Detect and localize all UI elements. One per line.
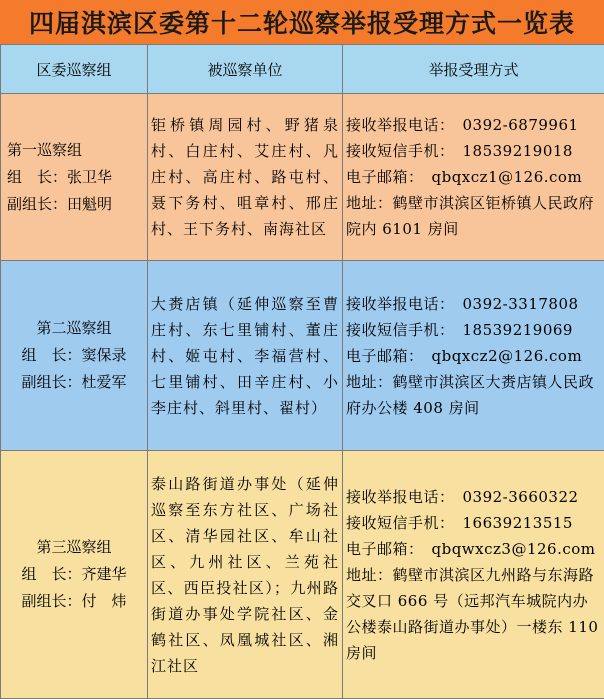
group-cell bbox=[1, 451, 148, 699]
contact-email: 电子邮箱： qbqwxcz3@126.com bbox=[346, 536, 601, 562]
contact-email: 电子邮箱： qbqxcz1@126.com bbox=[346, 164, 601, 190]
contact-address: 地址：鹤壁市淇滨区九州路与东海路交叉口 666 号（远邦汽车城院内办公楼泰山路街道办事处）一楼东 110 房间 bbox=[346, 562, 601, 666]
group-cell bbox=[1, 94, 148, 261]
inspection-table bbox=[0, 44, 604, 699]
table-header-row bbox=[1, 45, 604, 94]
group-deputy: 副组长：田魁明 bbox=[7, 191, 147, 218]
contact-sms: 接收短信手机： 16639213515 bbox=[346, 510, 601, 536]
header-group: 区委巡察组 bbox=[1, 45, 148, 94]
contact-cell bbox=[343, 261, 604, 451]
group-deputy: 副组长：付 炜 bbox=[1, 588, 147, 615]
contact-address: 地址：鹤壁市淇滨区钜桥镇人民政府院内 6101 房间 bbox=[346, 190, 601, 242]
header-contact: 举报受理方式 bbox=[343, 45, 604, 94]
group-deputy: 副组长：杜爱军 bbox=[1, 369, 147, 396]
units-cell: 钜桥镇周园村、野猪泉村、白庄村、艾庄村、凡庄村、高庄村、路屯村、聂下务村、咀章村、邢庄村、王下务村、南海社区 bbox=[148, 94, 343, 261]
group-cell bbox=[1, 261, 148, 451]
contact-cell bbox=[343, 451, 604, 699]
header-units: 被巡察单位 bbox=[148, 45, 343, 94]
units-cell: 大赉店镇（延伸巡察至曹庄村、东七里铺村、董庄村、姬屯村、李福营村、七里铺村、田辛庄村、小李庄村、斜里村、翟村） bbox=[148, 261, 343, 451]
contact-sms: 接收短信手机： 18539219069 bbox=[346, 317, 601, 343]
group-name: 第一巡察组 bbox=[7, 137, 147, 164]
contact-phone: 接收举报电话： 0392-3317808 bbox=[346, 291, 601, 317]
group-name: 第三巡察组 bbox=[1, 534, 147, 561]
page-title: 四届淇滨区委第十二轮巡察举报受理方式一览表 bbox=[0, 0, 604, 44]
contact-cell bbox=[343, 94, 604, 261]
group-name: 第二巡察组 bbox=[1, 315, 147, 342]
table-row bbox=[1, 261, 604, 451]
contact-phone: 接收举报电话： 0392-6879961 bbox=[346, 112, 601, 138]
contact-address: 地址：鹤壁市淇滨区大赉店镇人民政府办公楼 408 房间 bbox=[346, 369, 601, 421]
contact-email: 电子邮箱： qbqxcz2@126.com bbox=[346, 343, 601, 369]
contact-phone: 接收举报电话： 0392-3660322 bbox=[346, 484, 601, 510]
group-leader: 组 长：张卫华 bbox=[7, 164, 147, 191]
group-leader: 组 长：齐建华 bbox=[1, 561, 147, 588]
contact-sms: 接收短信手机： 18539219018 bbox=[346, 138, 601, 164]
units-cell: 泰山路街道办事处（延伸巡察至东方社区、广场社区、清华园社区、牟山社区、九州社区、兰苑社区、西臣投社区）；九州路街道办事处学院社区、金鹤社区、凤凰城社区、湘江社区 bbox=[148, 451, 343, 699]
table-row bbox=[1, 451, 604, 699]
group-leader: 组 长：窦保录 bbox=[1, 342, 147, 369]
table-row bbox=[1, 94, 604, 261]
